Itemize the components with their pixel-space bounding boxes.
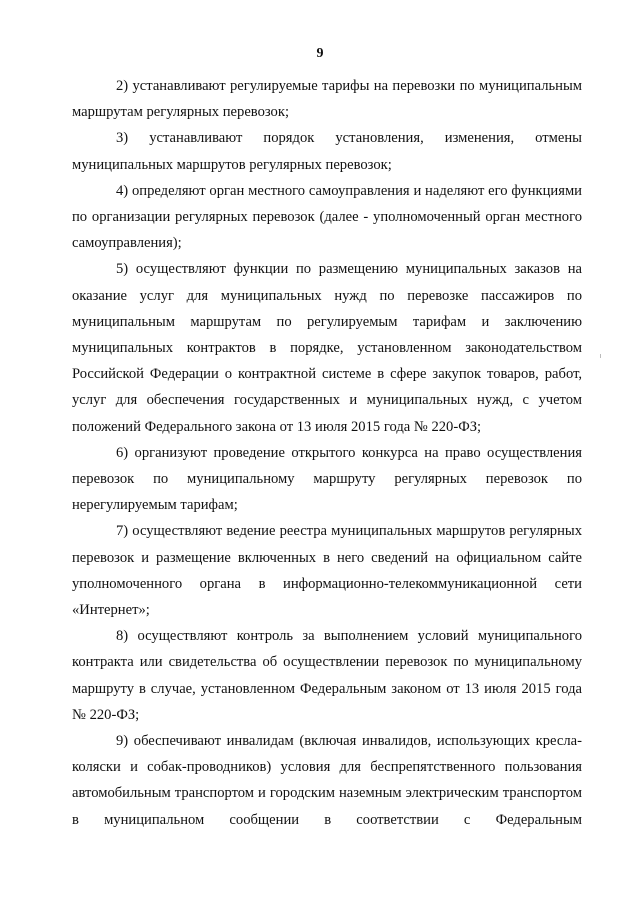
clause-3: 3) устанавливают порядок установления, изменения, отмены муниципальных маршрутов регулярных перевозок; [72, 130, 582, 173]
clause-4: 4) определяют орган местного самоуправления и наделяют его функциями по организации регулярных перевозок (далее - уполномоченный орган местного самоуправления); [72, 182, 582, 252]
page-number: 9 [316, 46, 324, 61]
document-body [72, 73, 582, 833]
clause-7: 7) осуществляют ведение реестра муниципальных маршрутов регулярных перевозок и размещение включенных в него сведений на официальном сайте уполномоченного органа в информационно-телекоммуникационной сети «Интернет»; [72, 523, 582, 619]
scan-artifact-mark [600, 354, 601, 358]
clause-6: 6) организуют проведение открытого конкурса на право осуществления перевозок по муниципальному маршруту регулярных перевозок по нерегулируемым тарифам; [72, 444, 582, 514]
clause-2: 2) устанавливают регулируемые тарифы на перевозки по муниципальным маршрутам регулярных перевозок; [72, 78, 582, 121]
clause-5: 5) осуществляют функции по размещению муниципальных заказов на оказание услуг для муниципальных нужд по перевозке пассажиров по муниципальным маршрутам по регулируемым тарифам и заключению муниципальных контрактов в порядке, установленном законодательством Российской Федерации о контрактной системе в сфере закупок товаров, работ, услуг для обеспечения государственных и муниципальных нужд, с учетом положений Федерального закона от 13 июля 2015 года № 220-ФЗ; [72, 261, 582, 435]
clause-8: 8) осуществляют контроль за выполнением условий муниципального контракта или свидетельства об осуществлении перевозок по муниципальному маршруту в случае, установленном Федеральным законом от 13 июля 2015 года № 220-ФЗ; [72, 628, 582, 723]
clause-9: 9) обеспечивают инвалидам (включая инвалидов, использующих кресла-коляски и собак-проводников) условия для беспрепятственного пользования автомобильным транспортом и городским наземным электрическим транспортом в муниципальном сообщении в соответствии с Федеральным [72, 733, 582, 828]
